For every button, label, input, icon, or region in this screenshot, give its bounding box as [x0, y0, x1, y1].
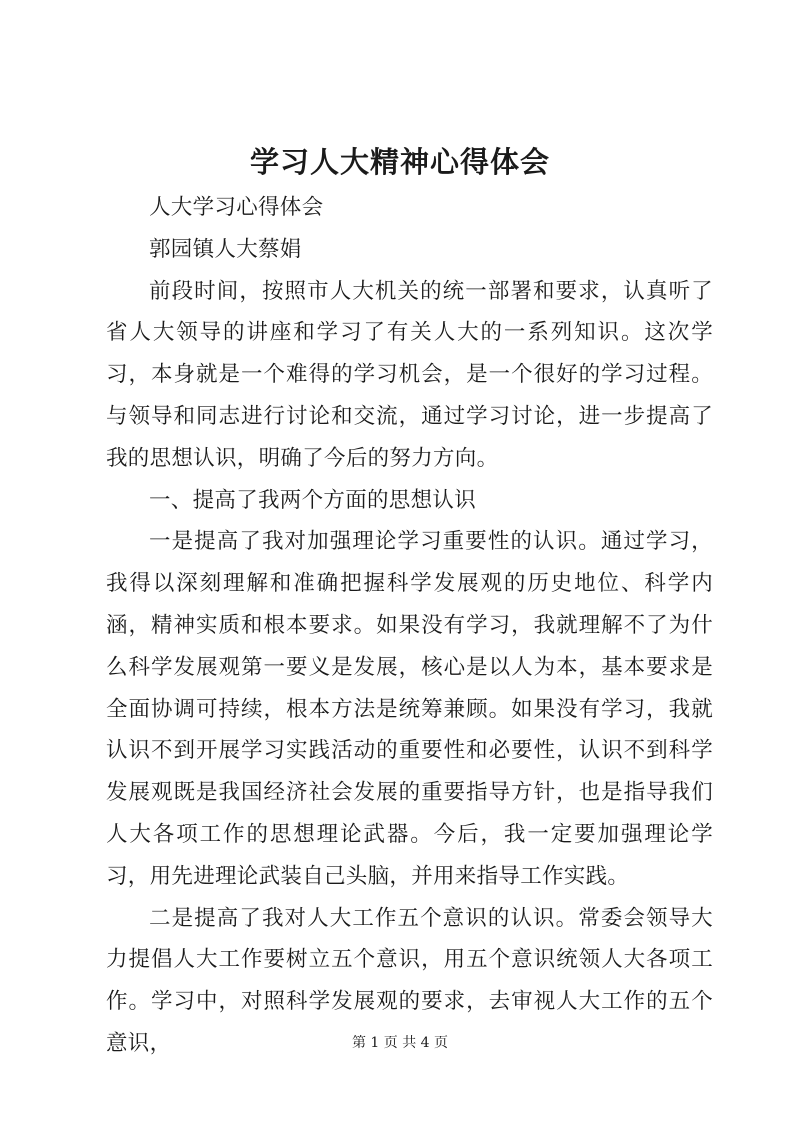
intro-paragraph: 前段时间，按照市人大机关的统一部署和要求，认真听了省人大领导的讲座和学习了有关人大的一系列知识。这次学习，本身就是一个难得的学习机会，是一个很好的学习过程。与领导和同志进行讨论和交流，通过学习讨论，进一步提高了我的思想认识，明确了今后的努力方向。 [106, 278, 713, 471]
body-paragraph: 一是提高了我对加强理论学习重要性的认识。通过学习，我得以深刻理解和准确把握科学发展观的历史地位、科学内涵，精神实质和根本要求。如果没有学习，我就理解不了为什么科学发展观第一要义是发展，核心是以人为本，基本要求是全面协调可持续，根本方法是统筹兼顾。如果没有学习，我就认识不到开展学习实践活动的重要性和必要性，认识不到科学发展观既是我国经济社会发展的重要指导方针，也是指导我们人大各项工作的思想理论武器。今后，我一定要加强理论学习，用先进理论武装自己头脑，并用来指导工作实践。 [106, 529, 713, 889]
subtitle: 人大学习心得体会 [149, 195, 324, 220]
document-body [106, 187, 713, 1065]
document-title: 学习人大精神心得体会 [249, 145, 550, 179]
section-heading: 一、提高了我两个方面的思想认识 [149, 487, 477, 513]
body-paragraph: 二是提高了我对人大工作五个意识的认识。常委会领导大力提倡人大工作要树立五个意识，用五个意识统领人大各项工作。学习中，对照科学发展观的要求，去审视人大工作的五个意识， [106, 905, 713, 1056]
author-line: 郭园镇人大蔡娟 [149, 236, 302, 262]
page-footer: 第 1 页 共 4 页 [351, 1035, 449, 1051]
